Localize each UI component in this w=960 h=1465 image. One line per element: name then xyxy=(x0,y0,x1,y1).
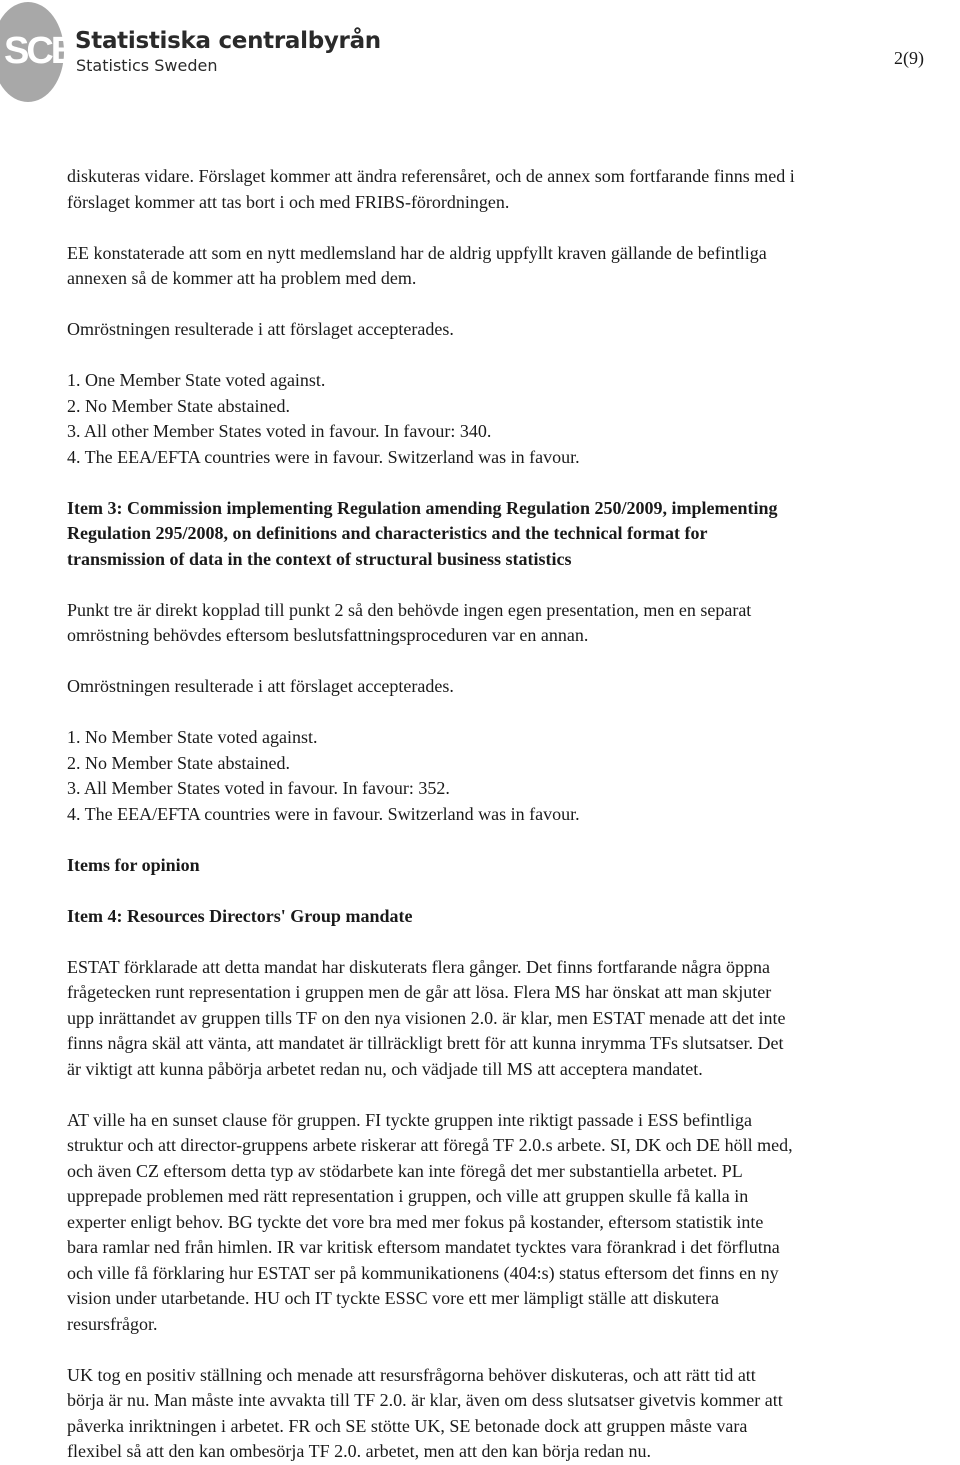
list-item: 3. All other Member States voted in favour. In favour: 340. xyxy=(67,421,492,441)
paragraph-fribs xyxy=(67,164,960,215)
page-number: 2(9) xyxy=(894,48,924,68)
list-item: 2. No Member State abstained. xyxy=(67,752,290,773)
scb-logo xyxy=(0,2,76,102)
paragraph-item3 xyxy=(67,598,960,649)
text-line: upprepade problemen med rätt representation i gruppen, och ville att gruppen skulle få kalla in xyxy=(67,1186,749,1206)
list-item: 3. All Member States voted in favour. In favour: 352. xyxy=(67,778,450,798)
text-line: ESTAT förklarade att detta mandat har diskuterats flera gånger. Det finns fortfarande några öppna xyxy=(67,956,770,977)
text-line: UK tog en positiv ställning och menade att resursfrågorna behöver diskuteras, och att rätt tid att xyxy=(67,1364,756,1385)
organization-name: Statistiska centralbyrån xyxy=(75,28,381,54)
text-line: finns några skäl att vänta, att mandatet är tillräckligt brett för att kunna inrymma TFs slutsatser. Det xyxy=(67,1033,784,1053)
text-line: Omröstningen resulterade i att förslaget accepterades. xyxy=(67,676,454,696)
item4-heading xyxy=(67,904,960,930)
text-line: diskuteras vidare. Förslaget kommer att ändra referensåret, och de annex som fortfarande finns med i xyxy=(67,166,795,186)
vote-result-1 xyxy=(67,317,960,343)
heading-line: Item 3: Commission implementing Regulation amending Regulation 250/2009, implementing xyxy=(67,497,778,518)
list-item: 4. The EEA/EFTA countries were in favour. Switzerland was in favour. xyxy=(67,803,580,824)
scb-logo-text: SCB xyxy=(4,30,76,72)
list-item: 1. One Member State voted against. xyxy=(67,370,326,390)
vote-list-2 xyxy=(67,725,960,827)
text-line: Omröstningen resulterade i att förslaget accepterades. xyxy=(67,319,454,339)
heading-line: transmission of data in the context of structural business statistics xyxy=(67,548,572,569)
text-line: börja är nu. Man måste inte avvakta till TF 2.0. är klar, även om dess slutsatser givetvis kommer att xyxy=(67,1390,783,1410)
text-line: EE konstaterade att som en nytt medlemsland har de aldrig uppfyllt kraven gällande de befintliga xyxy=(67,242,767,263)
text-line: påverka inriktningen i arbetet. FR och SE stötte UK, SE betonade dock att gruppen måste vara xyxy=(67,1415,748,1436)
items-for-opinion-heading xyxy=(67,853,960,879)
text-line: experter enligt behov. BG tyckte det vore bra med mer fokus på kostander, eftersom statistik inte xyxy=(67,1211,764,1232)
organization-name-english: Statistics Sweden xyxy=(76,56,218,75)
text-line: vision under utarbetande. HU och IT tyckte ESSC vore ett mer lämpligt ställe att diskutera xyxy=(67,1288,720,1308)
text-line: förslaget kommer att tas bort i och med FRIBS-förordningen. xyxy=(67,191,510,212)
heading-line: Regulation 295/2008, on definitions and characteristics and the technical format for xyxy=(67,523,708,543)
document-body xyxy=(67,164,960,1465)
text-line: Punkt tre är direkt kopplad till punkt 2 så den behövde ingen egen presentation, men en separat xyxy=(67,599,752,620)
item3-heading xyxy=(67,496,960,573)
paragraph-item4-uk xyxy=(67,1363,960,1465)
text-line: och ville få förklaring hur ESTAT ser på kommunikationens (404:s) status eftersom det finns en ny xyxy=(67,1262,779,1283)
text-line: bara ramlar ned från himlen. IR var kritisk eftersom mandatet tycktes vara förankrad i det förflutna xyxy=(67,1237,780,1257)
text-line: omröstning behövdes eftersom beslutsfattningsproceduren var en annan. xyxy=(67,625,589,645)
paragraph-item4-estat xyxy=(67,955,960,1083)
list-item: 1. No Member State voted against. xyxy=(67,727,318,747)
text-line: struktur och att director-gruppens arbete riskerar att föregå TF 2.0.s arbete. SI, DK och DE höll med, xyxy=(67,1135,793,1155)
vote-result-2 xyxy=(67,674,960,700)
heading-line: Item 4: Resources Directors' Group mandate xyxy=(67,905,413,926)
text-line: är viktigt att kunna påbörja arbetet redan nu, och vädjade till MS att acceptera mandatet. xyxy=(67,1058,703,1079)
page-header xyxy=(0,0,960,110)
paragraph-item4-member-states xyxy=(67,1108,960,1338)
text-line: resursfrågor. xyxy=(67,1313,158,1334)
text-line: AT ville ha en sunset clause för gruppen. FI tyckte gruppen inte riktigt passade i ESS befintliga xyxy=(67,1109,753,1130)
list-item: 4. The EEA/EFTA countries were in favour. Switzerland was in favour. xyxy=(67,446,580,467)
list-item: 2. No Member State abstained. xyxy=(67,395,290,416)
text-line: upp inrättandet av gruppen tills TF on den nya visionen 2.0. är klar, men ESTAT menade att det inte xyxy=(67,1007,786,1028)
paragraph-ee xyxy=(67,241,960,292)
text-line: och även CZ eftersom detta typ av stödarbete kan inte föregå det mer substantiella arbetet. PL xyxy=(67,1160,743,1181)
heading-line: Items for opinion xyxy=(67,854,200,875)
text-line: annexen så de kommer att ha problem med dem. xyxy=(67,268,417,288)
text-line: frågetecken runt representation i gruppen men de går att lösa. Flera MS har önskat att man skjuter xyxy=(67,982,772,1002)
text-line: flexibel så att den kan ombesörja TF 2.0. arbetet, men att den kan börja redan nu. xyxy=(67,1441,651,1461)
vote-list-1 xyxy=(67,368,960,470)
